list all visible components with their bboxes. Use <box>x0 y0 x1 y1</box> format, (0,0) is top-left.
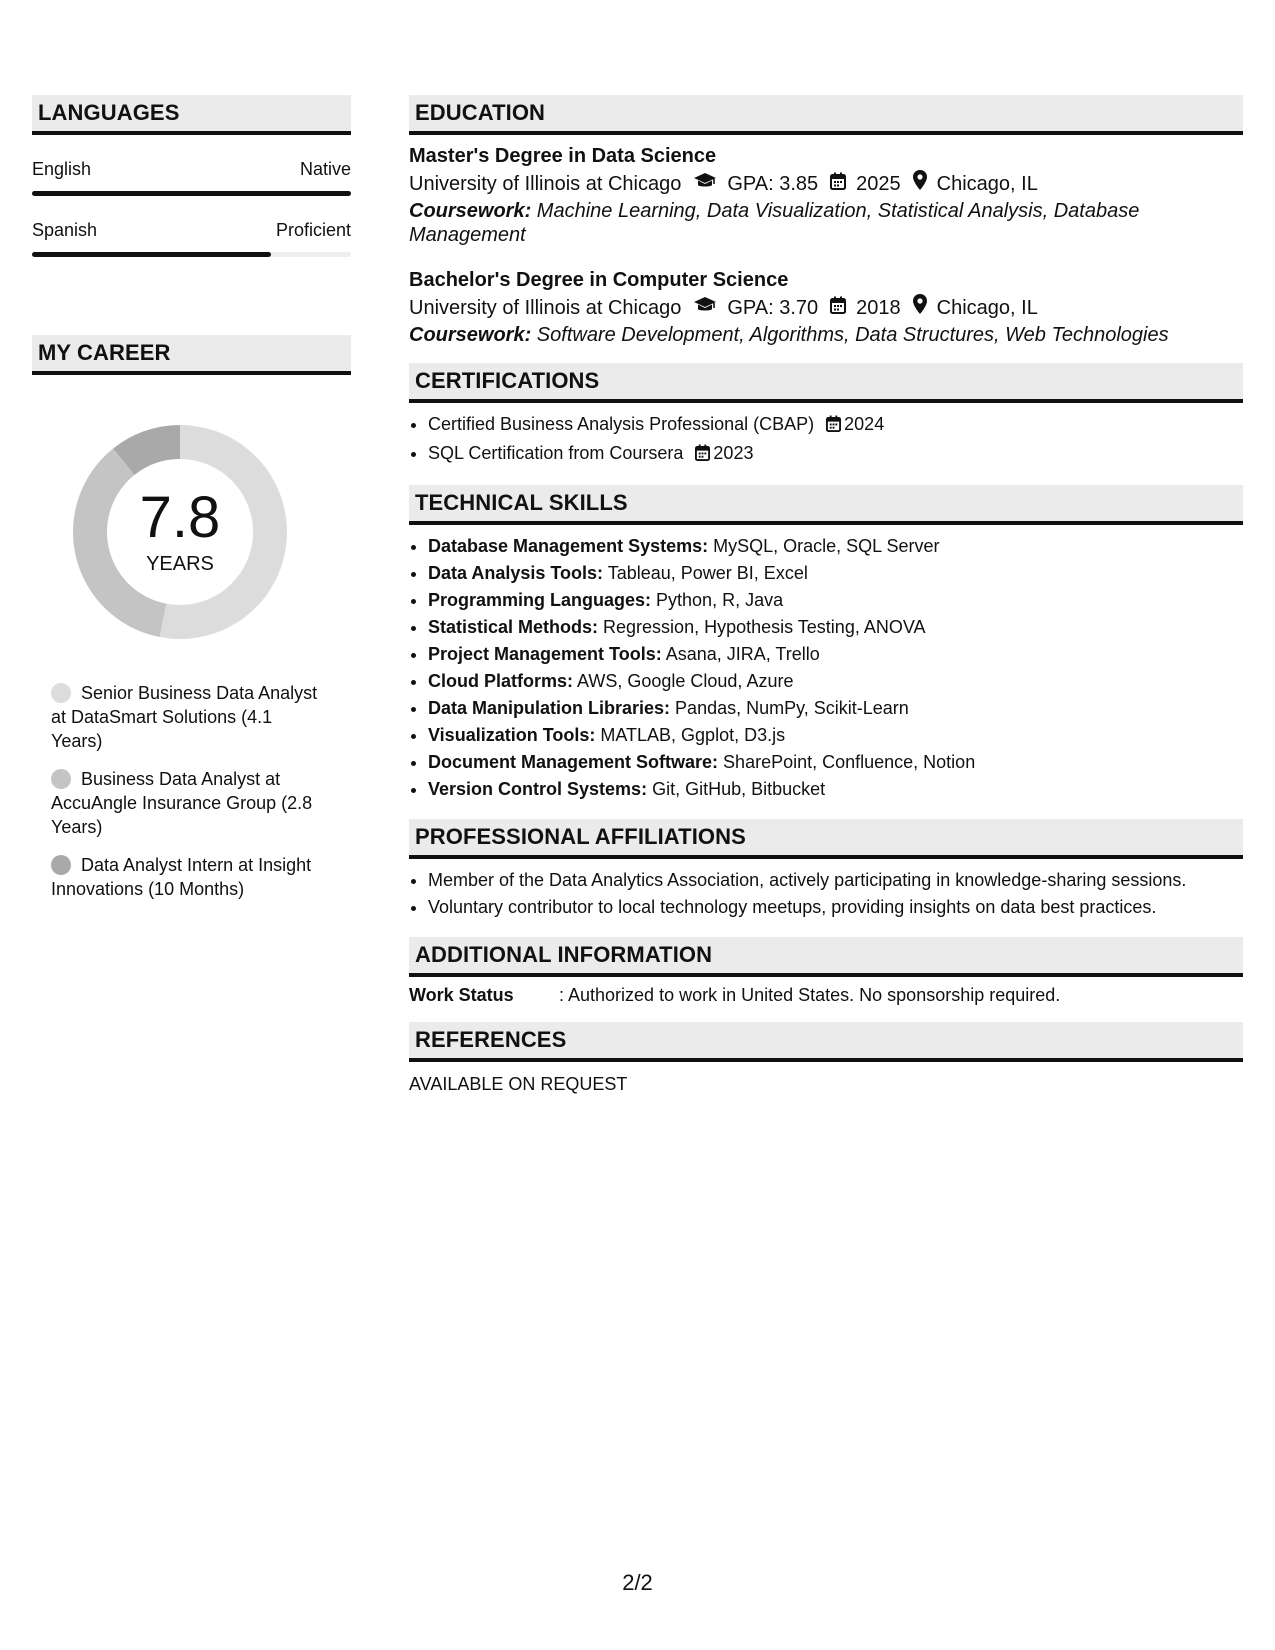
affiliations-list <box>409 867 1243 921</box>
work-status-value: : Authorized to work in United States. No sponsorship required. <box>559 985 1061 1005</box>
coursework <box>409 323 1243 347</box>
skill-item <box>428 587 1243 614</box>
language-level: Proficient <box>275 220 351 240</box>
right-column <box>409 95 1243 1095</box>
career-legend-label: Senior Business Data Analyst at DataSmart Solutions (4.1 Years) <box>51 683 318 751</box>
career-legend-label: Data Analyst Intern at Insight Innovations (10 Months) <box>51 855 312 899</box>
legend-dot <box>51 683 71 703</box>
career-legend-item <box>51 853 322 901</box>
references-section <box>409 1022 1243 1095</box>
language-proficiency-bar <box>32 252 351 257</box>
skill-values: MySQL, Oracle, SQL Server <box>708 536 940 556</box>
coursework-label: Coursework: <box>409 200 532 222</box>
technical-skills-heading: TECHNICAL SKILLS <box>409 485 1243 525</box>
school-name: University of Illinois at Chicago <box>409 297 682 319</box>
skill-item <box>428 641 1243 668</box>
career-heading: MY CAREER <box>32 335 351 375</box>
location-pin-icon <box>913 293 927 323</box>
skill-values: Tableau, Power BI, Excel <box>603 563 808 583</box>
affiliations-section <box>409 819 1243 921</box>
skill-values: SharePoint, Confluence, Notion <box>718 752 976 772</box>
affiliations-heading: PROFESSIONAL AFFILIATIONS <box>409 819 1243 859</box>
calendar-icon <box>695 442 710 469</box>
career-donut-chart <box>67 419 293 645</box>
certifications-list <box>409 411 1243 469</box>
certification-item <box>428 411 1243 440</box>
skill-category: Data Analysis Tools: <box>428 563 604 583</box>
gpa: GPA: 3.85 <box>727 173 819 195</box>
degree-title: Bachelor's Degree in Computer Science <box>409 269 789 291</box>
languages-section <box>32 95 351 257</box>
additional-info-heading: ADDITIONAL INFORMATION <box>409 937 1243 977</box>
education-item <box>409 259 1243 347</box>
donut-center <box>67 419 293 645</box>
skill-category: Visualization Tools: <box>428 725 596 745</box>
certification-name: Certified Business Analysis Professional (CBAP) <box>428 414 815 434</box>
skill-values: MATLAB, Ggplot, D3.js <box>595 725 786 745</box>
references-text: AVAILABLE ON REQUEST <box>409 1074 628 1094</box>
career-legend-item <box>51 767 322 839</box>
skill-item <box>428 560 1243 587</box>
coursework-list: Software Development, Algorithms, Data Structures, Web Technologies <box>531 324 1169 346</box>
additional-info-section <box>409 937 1243 1006</box>
affiliation-item: • Voluntary contributor to local technology meetups, providing insights on data best practices. <box>428 894 1243 921</box>
career-legend-label: Business Data Analyst at AccuAngle Insurance Group (2.8 Years) <box>51 769 313 837</box>
skill-category: Statistical Methods: <box>428 617 599 637</box>
education-meta <box>409 169 1243 199</box>
calendar-icon <box>830 169 846 199</box>
graduation-year: 2025 <box>856 173 901 195</box>
education-meta <box>409 293 1243 323</box>
language-name: English <box>32 159 92 179</box>
skill-values: Python, R, Java <box>651 590 784 610</box>
coursework-label: Coursework: <box>409 324 532 346</box>
graduation-cap-icon <box>693 293 717 323</box>
degree-title: Master's Degree in Data Science <box>409 145 717 167</box>
skill-values: Regression, Hypothesis Testing, ANOVA <box>598 617 926 637</box>
skill-values: Asana, JIRA, Trello <box>661 644 820 664</box>
education-location: Chicago, IL <box>936 297 1038 319</box>
skill-item <box>428 533 1243 560</box>
certifications-heading: CERTIFICATIONS <box>409 363 1243 403</box>
coursework-list: Machine Learning, Data Visualization, Statistical Analysis, Database Management <box>409 200 1140 246</box>
work-status-row <box>409 985 1243 1006</box>
career-legend <box>32 681 322 901</box>
skill-item <box>428 614 1243 641</box>
skills-list <box>409 533 1243 803</box>
affiliation-item: • Member of the Data Analytics Association, actively participating in knowledge-sharing sessions. <box>428 867 1243 894</box>
skill-item <box>428 776 1243 803</box>
calendar-icon <box>830 293 846 323</box>
skill-item <box>428 668 1243 695</box>
graduation-cap-icon <box>693 169 717 199</box>
skill-values: Pandas, NumPy, Scikit-Learn <box>670 698 909 718</box>
page-number: 2/2 <box>622 1570 653 1595</box>
left-column <box>32 95 351 915</box>
education-section <box>409 95 1243 347</box>
legend-dot <box>51 855 71 875</box>
language-item <box>32 159 351 196</box>
certification-name: SQL Certification from Coursera <box>428 443 684 463</box>
skill-category: Data Manipulation Libraries: <box>428 698 671 718</box>
skill-item <box>428 749 1243 776</box>
school-name: University of Illinois at Chicago <box>409 173 682 195</box>
skill-category: Programming Languages: <box>428 590 652 610</box>
skill-item <box>428 722 1243 749</box>
skill-values: Git, GitHub, Bitbucket <box>647 779 826 799</box>
certifications-section <box>409 363 1243 469</box>
education-item <box>409 135 1243 247</box>
career-total-unit: YEARS <box>146 552 214 575</box>
language-item <box>32 220 351 257</box>
technical-skills-section <box>409 485 1243 803</box>
calendar-icon <box>826 413 841 440</box>
skill-values: AWS, Google Cloud, Azure <box>573 671 794 691</box>
certification-item <box>428 440 1243 469</box>
career-total-years: 7.8 <box>139 484 221 550</box>
career-legend-item <box>51 681 322 753</box>
certification-year: 2023 <box>713 443 754 463</box>
language-level: Native <box>299 159 351 179</box>
graduation-year: 2018 <box>856 297 901 319</box>
skill-category: Project Management Tools: <box>428 644 662 664</box>
language-proficiency-fill <box>32 191 351 196</box>
location-pin-icon <box>913 169 927 199</box>
references-heading: REFERENCES <box>409 1022 1243 1062</box>
work-status-label: Work Status <box>409 985 514 1005</box>
career-section <box>32 335 351 901</box>
language-proficiency-bar <box>32 191 351 196</box>
language-proficiency-fill <box>32 252 271 257</box>
skill-item <box>428 695 1243 722</box>
certification-year: 2024 <box>844 414 885 434</box>
skill-category: Document Management Software: <box>428 752 719 772</box>
skill-category: Cloud Platforms: <box>428 671 574 691</box>
education-location: Chicago, IL <box>936 173 1038 195</box>
coursework <box>409 199 1243 247</box>
gpa: GPA: 3.70 <box>727 297 819 319</box>
languages-heading: LANGUAGES <box>32 95 351 135</box>
legend-dot <box>51 769 71 789</box>
language-name: Spanish <box>32 220 98 240</box>
education-heading: EDUCATION <box>409 95 1243 135</box>
skill-category: Version Control Systems: <box>428 779 648 799</box>
skill-category: Database Management Systems: <box>428 536 709 556</box>
